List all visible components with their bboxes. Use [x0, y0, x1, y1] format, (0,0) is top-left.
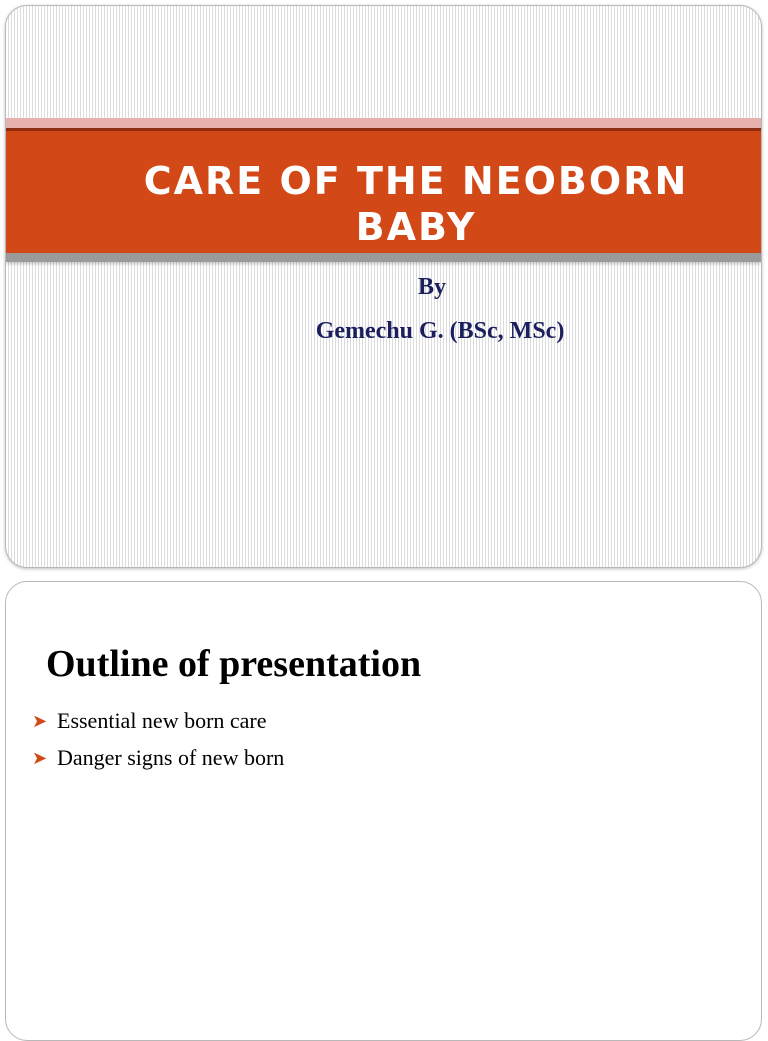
outline-bullet-list: [32, 702, 284, 776]
bullet-text: Danger signs of new born: [57, 744, 285, 770]
title-bottom-rule: [6, 253, 761, 262]
title-top-rule: [6, 118, 761, 128]
slide-title: CARE OF THE NEOBORN BABY: [143, 159, 689, 249]
outline-heading: Outline of presentation: [46, 643, 422, 685]
arrow-bullet-icon: ➤: [32, 710, 48, 731]
bullet-text: Essential new born care: [57, 707, 267, 733]
author-line: Gemechu G. (BSc, MSc): [315, 318, 565, 344]
list-item: [32, 702, 284, 739]
title-slide: [5, 5, 762, 568]
outline-slide: [5, 581, 762, 1041]
list-item: [32, 739, 284, 776]
arrow-bullet-icon: ➤: [32, 747, 48, 768]
by-line: By: [417, 274, 446, 300]
